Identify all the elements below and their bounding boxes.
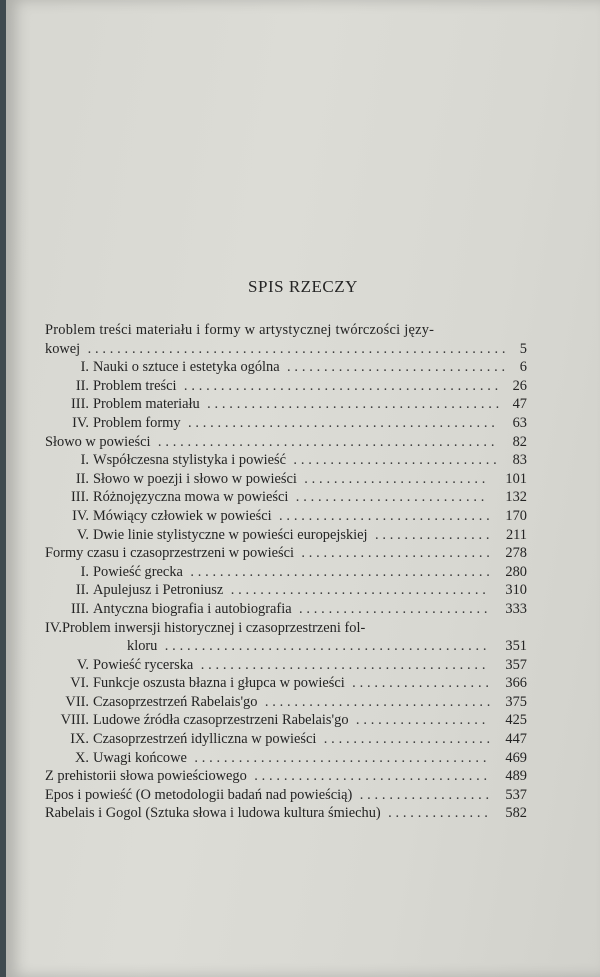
toc-entry-title: Nauki o sztuce i estetyka ogólna bbox=[93, 359, 280, 376]
toc-entry-text bbox=[45, 768, 491, 785]
toc-page-number: 47 bbox=[512, 396, 527, 413]
toc-leader-dots: .......................... bbox=[293, 545, 494, 562]
toc-page-number: 537 bbox=[505, 786, 527, 803]
toc-entry-text bbox=[45, 508, 494, 525]
toc-entry-number: III. bbox=[71, 600, 89, 617]
toc-entry-text bbox=[45, 545, 494, 562]
toc-leader-dots: ................................ bbox=[246, 768, 491, 785]
toc-entry-text bbox=[45, 489, 488, 506]
toc-entry-text bbox=[45, 805, 492, 822]
toc-entry bbox=[45, 527, 527, 546]
toc-entry-text bbox=[45, 471, 489, 488]
toc-entry-number: IX. bbox=[70, 731, 89, 748]
toc-entry-text bbox=[45, 415, 499, 432]
toc-leader-dots: ........................................... bbox=[176, 377, 503, 394]
toc-entry-text bbox=[45, 712, 489, 729]
toc-page-number: 489 bbox=[505, 768, 527, 785]
toc-entry-title: Dwie linie stylistyczne w powieści europejskiej bbox=[93, 526, 368, 543]
toc-entry-title: Antyczna biografia i autobiografia bbox=[93, 600, 292, 617]
toc-leader-dots: .............................................. bbox=[150, 433, 499, 450]
toc-entry-title: Czasoprzestrzeń Rabelais'go bbox=[93, 693, 258, 710]
toc-leader-dots: ......................... bbox=[296, 470, 490, 487]
toc-entry-number: V. bbox=[76, 656, 89, 673]
toc-leader-dots: .................. bbox=[352, 786, 493, 803]
toc-entry bbox=[45, 396, 527, 415]
toc-entry-number: I. bbox=[80, 452, 89, 469]
toc-entry-number: II. bbox=[75, 582, 89, 599]
toc-entry bbox=[45, 657, 527, 676]
toc-entry-text bbox=[45, 527, 493, 544]
toc-leader-dots: ........................................ bbox=[199, 396, 504, 413]
toc-entry-title: Ludowe źródła czasoprzestrzeni Rabelais'go bbox=[93, 712, 349, 729]
toc-entry-title: Funkcje oszusta błazna i głupca w powieści bbox=[93, 675, 345, 692]
toc-entry-title: Problem treści bbox=[93, 377, 177, 394]
toc-entry bbox=[45, 787, 527, 806]
toc-entry-text bbox=[45, 378, 502, 395]
toc-leader-dots: ................ bbox=[367, 526, 494, 543]
toc-entry-title: Rabelais i Gogol (Sztuka słowa i ludowa kultura śmiechu) bbox=[45, 805, 381, 822]
toc-leader-dots: .......................... bbox=[288, 489, 489, 506]
toc-page-number: 357 bbox=[505, 656, 527, 673]
toc-entry-text bbox=[45, 582, 490, 599]
toc-entry bbox=[45, 341, 527, 360]
toc-entry-number: VI. bbox=[70, 675, 89, 692]
toc-page-number: 63 bbox=[512, 414, 527, 431]
toc-page-number: 375 bbox=[505, 693, 527, 710]
toc-entry bbox=[45, 638, 527, 657]
toc-entry-title: Formy czasu i czasoprzestrzeni w powieści bbox=[45, 545, 294, 562]
toc-entry-title: Powieść rycerska bbox=[93, 656, 194, 673]
toc-page-number: 101 bbox=[505, 470, 527, 487]
toc-entry-title: Słowo w poezji i słowo w powieści bbox=[93, 470, 297, 487]
page-title: SPIS RZECZY bbox=[248, 277, 358, 296]
toc-page-number: 447 bbox=[505, 731, 527, 748]
toc-leader-dots: .............................. bbox=[279, 359, 509, 376]
toc-entry bbox=[45, 731, 527, 750]
toc-entry bbox=[45, 694, 527, 713]
toc-entry-title: Mówiący człowiek w powieści bbox=[93, 507, 272, 524]
toc-entry-text bbox=[45, 750, 490, 767]
toc-page-number: 82 bbox=[512, 433, 527, 450]
toc-page-number: 170 bbox=[505, 507, 527, 524]
toc-entry bbox=[45, 452, 527, 471]
toc-page-number: 278 bbox=[505, 545, 527, 562]
toc-entry-title: Powieść grecka bbox=[93, 563, 183, 580]
toc-leader-dots: ....................... bbox=[316, 731, 494, 748]
toc-leader-dots: ............................ bbox=[286, 452, 501, 469]
toc-entry-text bbox=[45, 787, 493, 804]
toc-entry bbox=[45, 359, 527, 378]
toc-leader-dots: ................... bbox=[344, 675, 493, 692]
toc-entry-title: Problem inwersji historycznej i czasoprzestrzeni fol- bbox=[61, 619, 366, 636]
toc-entry-number: IV. bbox=[72, 507, 89, 524]
toc-entry bbox=[45, 750, 527, 769]
toc-entry-number: II. bbox=[75, 377, 89, 394]
toc-entry-number: IV. bbox=[72, 414, 89, 431]
toc-entry-text bbox=[45, 322, 434, 339]
toc-entry-title: Problem formy bbox=[93, 414, 181, 431]
toc-entry bbox=[45, 471, 527, 490]
toc-entry bbox=[45, 601, 527, 620]
toc-entry-title: Apulejusz i Petroniusz bbox=[93, 582, 224, 599]
toc-entry-number: II. bbox=[75, 470, 89, 487]
toc-entry-text bbox=[45, 434, 498, 451]
toc-entry-number: I. bbox=[80, 563, 89, 580]
toc-leader-dots: ......................................................... bbox=[80, 340, 510, 357]
toc-entry-text bbox=[45, 657, 489, 674]
toc-page-number: 132 bbox=[505, 489, 527, 506]
table-of-contents bbox=[45, 322, 527, 824]
toc-entry bbox=[45, 378, 527, 397]
toc-entry-title: Problem treści materiału i formy w artystycznej twórczości języ- bbox=[45, 322, 435, 338]
toc-entry-number: I. bbox=[80, 359, 89, 376]
toc-entry-text bbox=[45, 452, 501, 469]
toc-leader-dots: ....................................... bbox=[193, 656, 490, 673]
toc-page-number: 366 bbox=[505, 675, 527, 692]
toc-entry-title: Problem materiału bbox=[93, 396, 200, 413]
toc-entry-number: IV. bbox=[45, 619, 62, 636]
toc-entry-text bbox=[45, 396, 503, 413]
toc-leader-dots: ............................... bbox=[257, 693, 495, 710]
toc-entry bbox=[45, 620, 527, 639]
toc-entry-text bbox=[45, 731, 494, 748]
toc-entry bbox=[45, 712, 527, 731]
toc-page-number: 211 bbox=[505, 526, 527, 543]
toc-entry-text bbox=[127, 638, 490, 655]
toc-entry-title: Słowo w powieści bbox=[45, 433, 151, 450]
toc-leader-dots: .................. bbox=[348, 712, 490, 729]
toc-entry bbox=[45, 508, 527, 527]
toc-leader-dots: ........................................ bbox=[186, 749, 491, 766]
toc-entry-title: kloru bbox=[127, 638, 158, 655]
toc-page-number: 5 bbox=[519, 340, 527, 357]
toc-entry-number: X. bbox=[75, 749, 89, 766]
toc-entry-title: Różnojęzyczna mowa w powieści bbox=[93, 489, 289, 506]
toc-page-number: 310 bbox=[505, 582, 527, 599]
toc-entry-text bbox=[45, 359, 509, 376]
toc-entry-number: VII. bbox=[65, 693, 89, 710]
toc-page-number: 351 bbox=[505, 638, 527, 655]
toc-entry bbox=[45, 675, 527, 694]
toc-page-number: 26 bbox=[512, 377, 527, 394]
toc-entry bbox=[45, 564, 527, 583]
toc-leader-dots: .............. bbox=[380, 805, 492, 822]
toc-entry bbox=[45, 768, 527, 787]
toc-entry-title: Epos i powieść (O metodologii badań nad powieścią) bbox=[45, 786, 353, 803]
toc-leader-dots: ......................................... bbox=[182, 563, 494, 580]
toc-leader-dots: .......................................... bbox=[180, 414, 499, 431]
book-page bbox=[6, 0, 600, 977]
toc-entry-title: Uwagi końcowe bbox=[93, 749, 187, 766]
toc-page-number: 280 bbox=[505, 563, 527, 580]
toc-entry-number: III. bbox=[71, 489, 89, 506]
toc-leader-dots: .......................... bbox=[291, 600, 492, 617]
toc-page-number: 582 bbox=[505, 805, 527, 822]
toc-entry-text bbox=[45, 620, 365, 637]
toc-entry-text bbox=[45, 564, 494, 581]
toc-entry-title: kowej bbox=[45, 340, 81, 357]
toc-leader-dots: ............................. bbox=[271, 507, 494, 524]
toc-entry bbox=[45, 489, 527, 508]
toc-page-number: 425 bbox=[505, 712, 527, 729]
toc-page-number: 6 bbox=[519, 359, 527, 376]
toc-page-number: 469 bbox=[505, 749, 527, 766]
toc-entry-title: Z prehistorii słowa powieściowego bbox=[45, 768, 247, 785]
toc-entry-number: V. bbox=[76, 526, 89, 543]
toc-entry-title: Czasoprzestrzeń idylliczna w powieści bbox=[93, 731, 317, 748]
toc-entry-number: III. bbox=[71, 396, 89, 413]
toc-entry bbox=[45, 322, 527, 341]
toc-entry bbox=[45, 415, 527, 434]
toc-entry-text bbox=[45, 694, 494, 711]
toc-entry-title: Współczesna stylistyka i powieść bbox=[93, 452, 287, 469]
toc-leader-dots: ............................................ bbox=[157, 638, 491, 655]
toc-entry-text bbox=[45, 675, 493, 692]
toc-page-number: 333 bbox=[505, 600, 527, 617]
toc-entry bbox=[45, 582, 527, 601]
toc-leader-dots: ................................... bbox=[223, 582, 490, 599]
toc-entry bbox=[45, 434, 527, 453]
toc-entry-text bbox=[45, 601, 491, 618]
toc-entry-number: VIII. bbox=[60, 712, 89, 729]
toc-entry-text bbox=[45, 341, 509, 358]
toc-entry bbox=[45, 805, 527, 824]
toc-entry bbox=[45, 545, 527, 564]
toc-page-number: 83 bbox=[512, 452, 527, 469]
